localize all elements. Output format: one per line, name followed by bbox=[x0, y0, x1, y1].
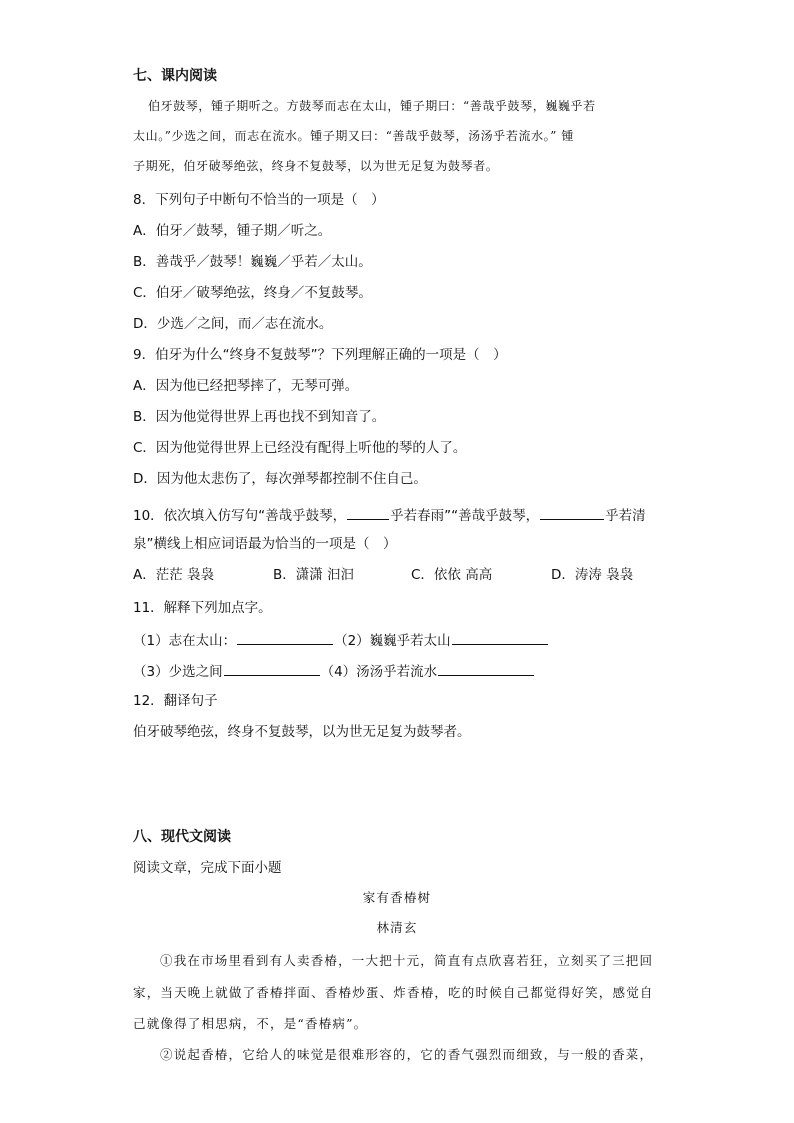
option-d: D．因为他太悲伤了，每次弹琴都控制不住自己。 bbox=[133, 471, 427, 487]
question-stem: 8．下列句子中断句不恰当的一项是（ ） bbox=[133, 192, 385, 208]
article-paragraph-line: 家，当天晚上就做了香椿拌面、香椿炒蛋、炸香椿，吃的时候自己都觉得好笑，感觉自 bbox=[133, 985, 654, 1000]
option-a: A．因为他已经把琴摔了，无琴可弹。 bbox=[133, 378, 359, 394]
instruction-text: 阅读文章，完成下面小题 bbox=[133, 860, 282, 876]
article-paragraph-line: 己就像得了相思病，不，是“香椿病”。 bbox=[133, 1016, 368, 1031]
passage-line: 子期死，伯牙破琴绝弦，终身不复鼓琴，以为世无足复为鼓琴者。 bbox=[133, 159, 499, 173]
option-c: C．因为他觉得世界上已经没有配得上听他的琴的人了。 bbox=[133, 440, 467, 456]
answer-blank[interactable] bbox=[224, 661, 320, 676]
option-a: A．伯牙／鼓琴，锺子期／听之。 bbox=[133, 223, 332, 239]
option-d: D．少选／之间，而／志在流水。 bbox=[133, 316, 333, 332]
passage-line: 太山。”少选之间，而志在流水。锺子期又曰：“善哉乎鼓琴，汤汤乎若流水。” 锺 bbox=[133, 129, 575, 143]
question-stem bbox=[133, 505, 646, 525]
item-row bbox=[133, 630, 549, 650]
question-text: 乎若清 bbox=[605, 508, 646, 524]
question-stem: 11．解释下列加点字。 bbox=[133, 600, 272, 616]
option-row bbox=[133, 566, 633, 584]
item-label: （2）巍巍乎若太山 bbox=[334, 633, 451, 649]
question-text: 乎若春雨”“善哉乎鼓琴， bbox=[390, 508, 540, 524]
option-c: C．伯牙／破琴绝弦，终身／不复鼓琴。 bbox=[133, 285, 372, 301]
option-b: B．善哉乎／鼓琴！巍巍／乎若／太山。 bbox=[133, 254, 372, 270]
question-stem-continued: 泉”横线上相应词语最为恰当的一项是（ ） bbox=[133, 536, 397, 552]
option-c: C．依依 高高 bbox=[411, 567, 493, 583]
question-stem: 9．伯牙为什么“终身不复鼓琴”？下列理解正确的一项是（ ） bbox=[133, 347, 507, 363]
question-stem: 12．翻译句子 bbox=[133, 693, 218, 709]
option-d: D．涛涛 袅袅 bbox=[551, 567, 634, 583]
answer-blank[interactable] bbox=[237, 630, 333, 645]
section-heading: 八、现代文阅读 bbox=[133, 829, 231, 845]
passage-line: 伯牙鼓琴，锺子期听之。方鼓琴而志在太山，锺子期曰：“善哉乎鼓琴，巍巍乎若 bbox=[148, 99, 596, 113]
option-a: A．茫茫 袅袅 bbox=[133, 567, 215, 583]
option-b: B．潇潇 汩汩 bbox=[273, 567, 355, 583]
item-label: （4）汤汤乎若流水 bbox=[320, 664, 438, 680]
option-b: B．因为他觉得世界上再也找不到知音了。 bbox=[133, 409, 386, 425]
item-label: （3）少选之间 bbox=[133, 664, 223, 680]
answer-blank[interactable] bbox=[347, 505, 389, 520]
article-paragraph-line: ②说起香椿，它给人的味觉是很难形容的，它的香气强烈而细致，与一般的香菜， bbox=[160, 1047, 654, 1062]
section-heading: 七、课内阅读 bbox=[133, 68, 217, 84]
item-label: （1）志在太山： bbox=[133, 633, 237, 649]
article-title: 家有香椿树 bbox=[362, 890, 432, 905]
answer-blank[interactable] bbox=[438, 661, 534, 676]
item-row bbox=[133, 661, 535, 681]
article-author: 林清玄 bbox=[376, 920, 418, 935]
article-paragraph-line: ①我在市场里看到有人卖香椿，一大把十元，简直有点欣喜若狂，立刻买了三把回 bbox=[160, 953, 654, 968]
translation-sentence: 伯牙破琴绝弦，终身不复鼓琴，以为世无足复为鼓琴者。 bbox=[133, 724, 471, 740]
answer-blank[interactable] bbox=[452, 630, 548, 645]
question-text: 10．依次填入仿写句“善哉乎鼓琴， bbox=[133, 508, 347, 524]
answer-blank[interactable] bbox=[540, 505, 604, 520]
